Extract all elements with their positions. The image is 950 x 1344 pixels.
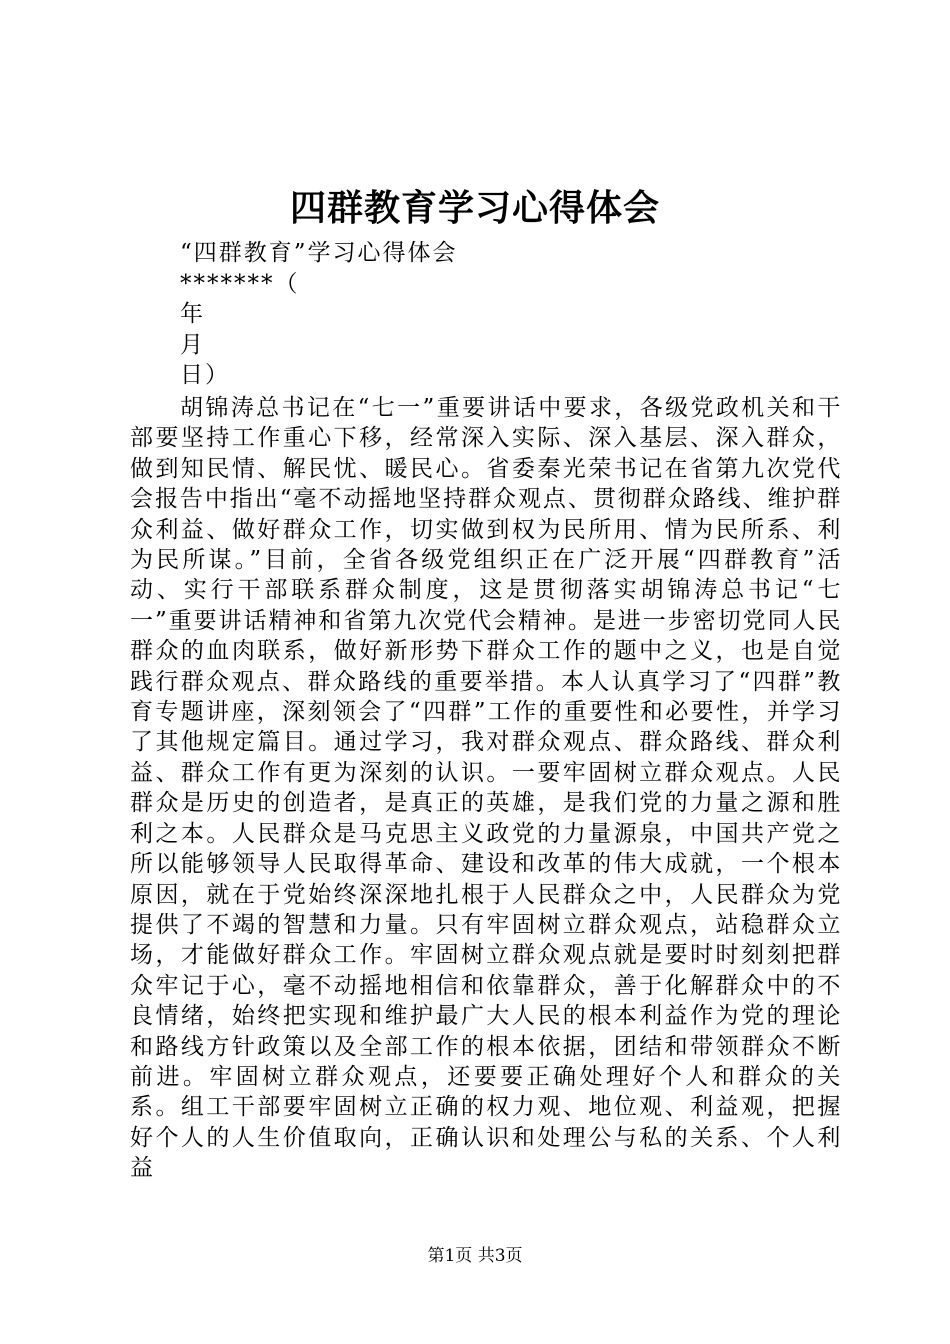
subtitle: “四群教育”学习心得体会	[180, 240, 458, 266]
date-year: 年	[180, 301, 205, 327]
date-month: 月	[180, 332, 205, 358]
page-footer: 第1页 共3页	[427, 1246, 523, 1266]
author-line: *******（	[180, 271, 300, 297]
date-day: 日）	[180, 362, 230, 388]
body-paragraph: 胡锦涛总书记在“七一”重要讲话中要求，各级党政机关和干部要坚持工作重心下移，经常深入实际、深入基层、深入群众，做到知民情、解民忧、暖民心。省委秦光荣书记在省第九次党代会报告中指出“毫不动摇地坚持群众观点、贯彻群众路线、维护群众利益、做好群众工作，切实做到权为民所用、情为民所系、利为民所谋。”目前，全省各级党组织正在广泛开展“四群教育”活动、实行干部联系群众制度，这是贯彻落实胡锦涛总书记“七一”重要讲话精神和省第九次党代会精神。是进一步密切党同人民群众的血肉联系，做好新形势下群众工作的题中之义，也是自觉践行群众观点、群众路线的重要举措。本人认真学习了“四群”教育专题讲座，深刻领会了“四群”工作的重要性和必要性，并学习了其他规定篇目。通过学习，我对群众观点、群众路线、群众利益、群众工作有更为深刻的认识。一要牢固树立群众观点。人民群众是历史的创造者，是真正的英雄，是我们党的力量之源和胜利之本。人民群众是马克思主义政党的力量源泉，中国共产党之所以能够领导人民取得革命、建设和改革的伟大成就，一个根本原因，就在于党始终深深地扎根于人民群众之中，人民群众为党提供了不竭的智慧和力量。只有牢固树立群众观点，站稳群众立场，才能做好群众工作。牢固树立群众观点就是要时时刻刻把群众牢记于心，毫不动摇地相信和依靠群众，善于化解群众中的不良情绪，始终把实现和维护最广大人民的根本利益作为党的理论和路线方针政策以及全部工作的根本依据，团结和带领群众不断前进。牢固树立群众观点，还要要正确处理好个人和群众的关系。组工干部要牢固树立正确的权力观、地位观、利益观，把握好个人的人生价值取向，正确认识和处理公与私的关系、个人利益	[130, 395, 842, 1182]
document-title: 四群教育学习心得体会	[289, 187, 660, 229]
